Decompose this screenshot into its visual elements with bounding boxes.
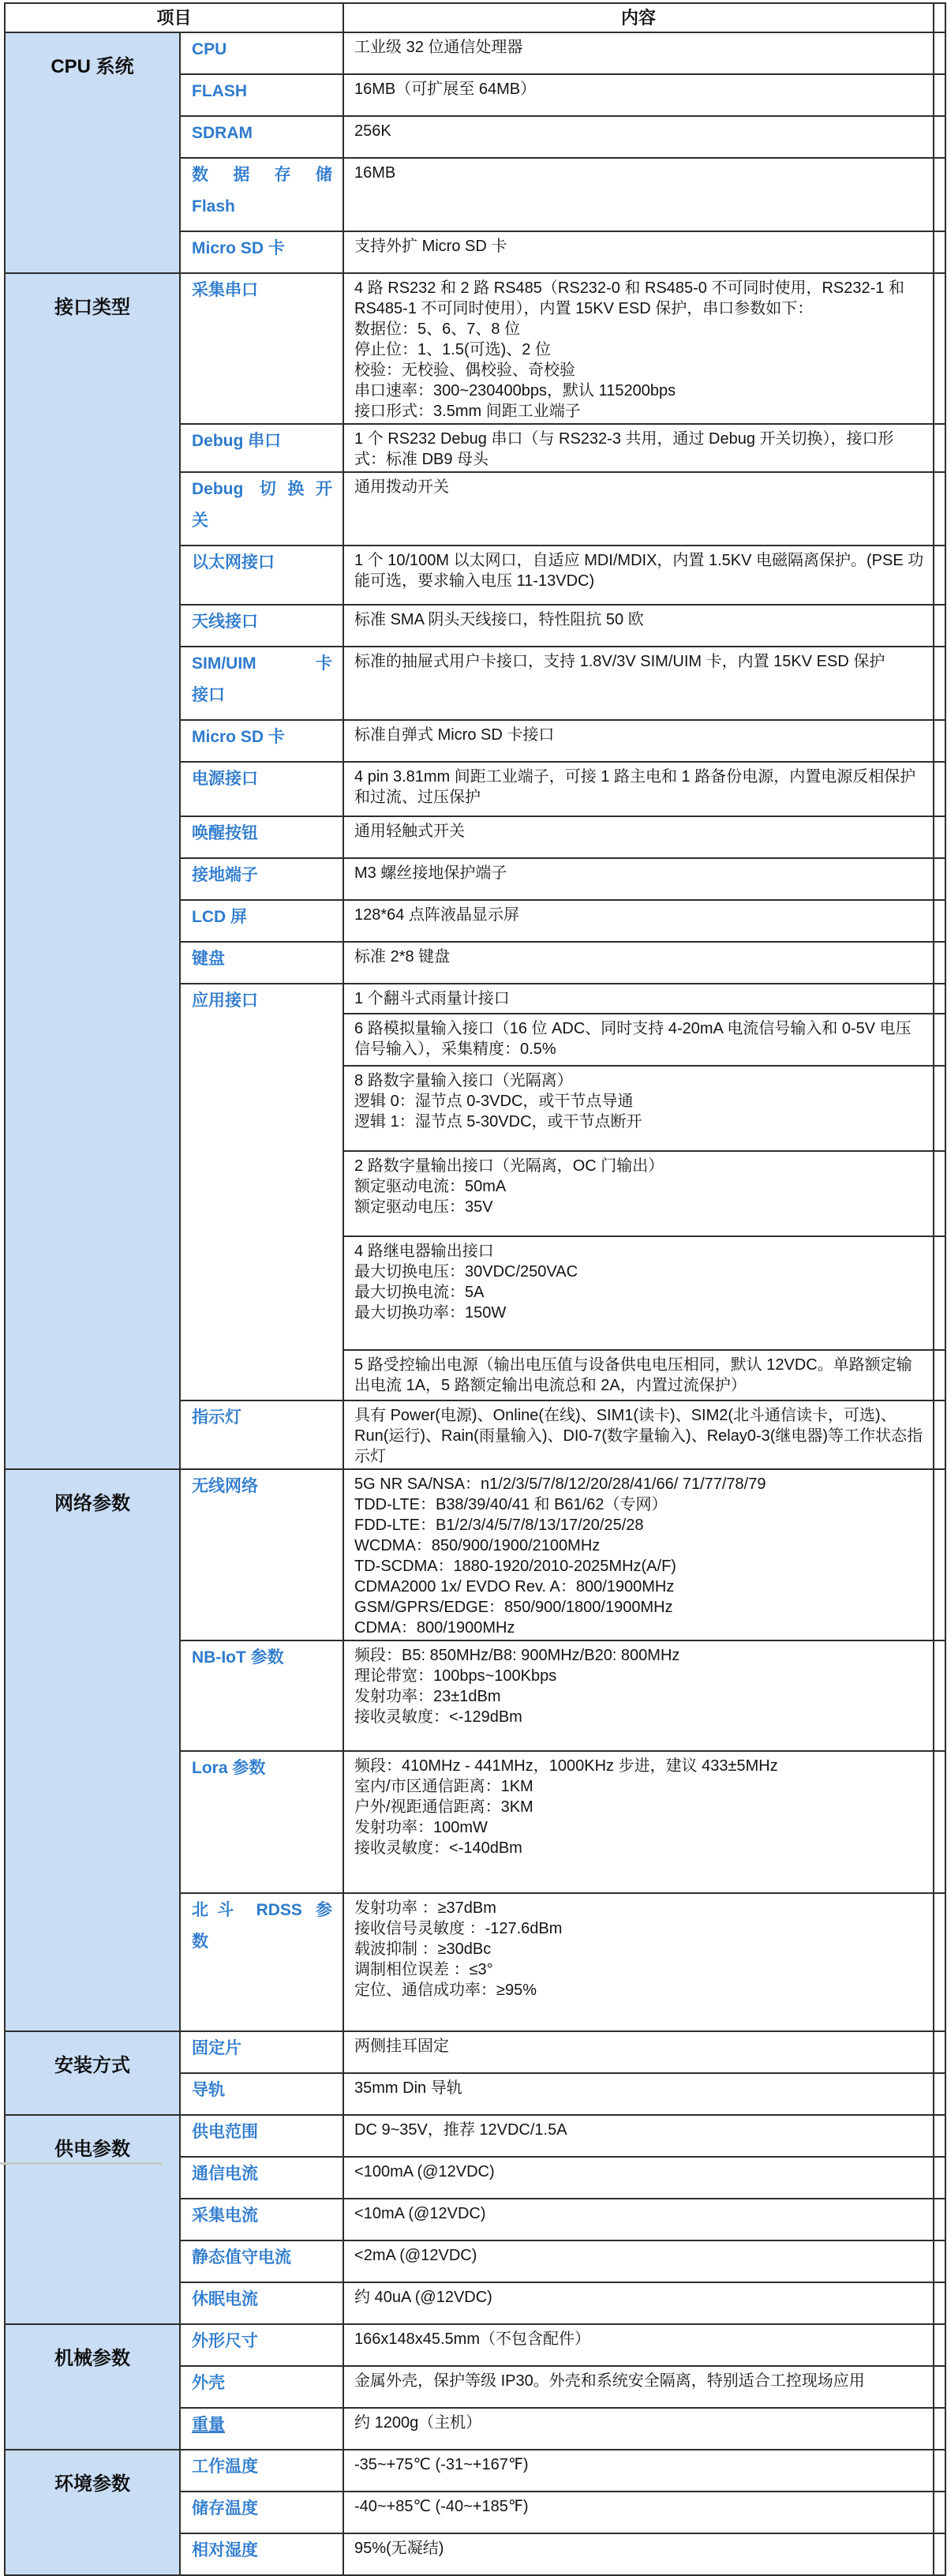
edge-spacer <box>934 2240 945 2282</box>
category-cell-environment: 环境参数 <box>5 2450 180 2575</box>
spec-label: 储存温度 <box>192 2499 258 2518</box>
spec-label-cell <box>180 2157 343 2199</box>
spec-line: 逻辑 1：湿节点 5-30VDC，或干节点断开 <box>354 1113 642 1131</box>
spec-line: 串口速率：300~230400bps，默认 115200bps <box>354 382 676 399</box>
spec-line: 16MB（可扩展至 64MB） <box>354 81 537 98</box>
spec-label: Debug 串口 <box>192 432 282 450</box>
edge-spacer <box>934 2450 945 2492</box>
spec-line: 最大切换电流：5A <box>354 1284 485 1301</box>
spec-label-cell <box>180 158 343 231</box>
spec-value-cell <box>343 1350 934 1400</box>
spec-line: 标准 2*8 键盘 <box>354 948 451 966</box>
spec-table <box>4 2 946 2576</box>
header-content-cell: 内容 <box>343 3 934 32</box>
edge-spacer <box>934 1151 945 1236</box>
edge-spacer <box>934 984 945 1014</box>
spec-label: CPU <box>192 40 227 58</box>
edge-spacer <box>934 424 945 472</box>
edge-spacer <box>934 231 945 273</box>
spec-line: 频段：410MHz - 441MHz，1000KHz 步进，建议 433±5MHz <box>354 1757 778 1775</box>
spec-line: 接口形式：3.5mm 间距工业端子 <box>354 403 581 420</box>
spec-label: 采集电流 <box>192 2207 258 2225</box>
category-cell-mechanical: 机械参数 <box>5 2324 180 2450</box>
spec-value-cell <box>343 858 934 900</box>
spec-label: Flash <box>192 197 235 216</box>
spec-label-cell <box>180 1400 343 1469</box>
edge-spacer <box>934 2073 945 2115</box>
spec-label-cell <box>180 424 343 472</box>
spec-label-cell <box>180 647 343 720</box>
edge-spacer <box>934 900 945 942</box>
spec-label: 供电范围 <box>192 2123 258 2141</box>
spec-value-cell <box>343 720 934 762</box>
edge-spacer <box>934 2366 945 2408</box>
spec-line: 逻辑 0：湿节点 0-3VDC，或干节点导通 <box>354 1093 634 1110</box>
table-row <box>5 2115 945 2157</box>
spec-line: 发射功率：100mW <box>354 1819 488 1836</box>
spec-label-cell <box>180 74 343 116</box>
category-cell-interfaces: 接口类型 <box>5 273 180 1469</box>
edge-spacer <box>934 942 945 984</box>
spec-value-cell <box>343 32 934 74</box>
edge-spacer <box>934 1893 945 2031</box>
spec-label: SIM/UIM 卡 <box>192 654 333 673</box>
spec-line: 8 路数字量输入接口（光隔离） <box>354 1072 573 1089</box>
spec-label: 键盘 <box>192 950 225 968</box>
spec-value-cell <box>343 2533 934 2575</box>
edge-spacer <box>934 1469 945 1640</box>
edge-spacer <box>934 158 945 231</box>
edge-spacer <box>934 1400 945 1469</box>
edge-spacer <box>934 2533 945 2575</box>
spec-label: 天线接口 <box>192 613 258 631</box>
spec-value-cell <box>343 472 934 546</box>
spec-value-cell <box>343 2115 934 2157</box>
spec-line: 接收灵敏度：<-129dBm <box>354 1708 522 1726</box>
spec-label-cell <box>180 2492 343 2533</box>
edge-spacer <box>934 472 945 546</box>
spec-label-cell <box>180 2073 343 2115</box>
edge-spacer <box>934 2157 945 2199</box>
spec-value-cell <box>343 2199 934 2240</box>
spec-label: 接口 <box>192 686 225 704</box>
spec-value-cell <box>343 1236 934 1350</box>
category-cell-mounting: 安装方式 <box>5 2031 180 2115</box>
spec-line: FDD-LTE：B1/2/3/4/5/7/8/13/17/20/25/28 <box>354 1517 644 1534</box>
table-header-row <box>5 3 945 32</box>
spec-label: 电源接口 <box>192 770 258 788</box>
spec-label: Micro SD 卡 <box>192 728 285 746</box>
spec-line: 接收灵敏度：<-140dBm <box>354 1839 522 1857</box>
spec-line: 标准 SMA 阴头天线接口，特性阻抗 50 欧 <box>354 611 644 628</box>
spec-value-cell <box>343 273 934 424</box>
spec-line: WCDMA：850/900/1900/2100MHz <box>354 1537 601 1554</box>
spec-value-cell <box>343 231 934 273</box>
spec-value-cell <box>343 116 934 158</box>
spec-value-cell <box>343 647 934 720</box>
edge-spacer <box>934 3 945 32</box>
table-row <box>5 2450 945 2492</box>
spec-value-cell <box>343 2324 934 2366</box>
spec-value-cell <box>343 2492 934 2533</box>
spec-label: SDRAM <box>192 124 253 142</box>
spec-line: 户外/视距通信距离：3KM <box>354 1798 533 1816</box>
edge-spacer <box>934 273 945 424</box>
spec-line: 5G NR SA/NSA：n1/2/3/5/7/8/12/20/28/41/66/ 71/77/78/79 <box>354 1475 766 1493</box>
spec-value-cell <box>343 1151 934 1236</box>
category-cell-power: 供电参数 <box>5 2115 180 2324</box>
spec-line: 通用拨动开关 <box>354 478 450 496</box>
spec-line: 载波抑制 ：≥30dBc <box>354 1940 492 1958</box>
edge-spacer <box>934 116 945 158</box>
spec-label: 无线网络 <box>192 1477 258 1495</box>
spec-line: 4 路 RS232 和 2 路 RS485（RS232-0 和 RS485-0 不可同时使用，RS232-1 和 RS485-1 不可同时使用），内置 15KV ESD 保护，串口参数如下： <box>354 279 904 317</box>
spec-label: 数据存储 <box>192 166 333 184</box>
edge-spacer <box>934 762 945 816</box>
edge-spacer <box>934 2492 945 2533</box>
spec-label: Micro SD 卡 <box>192 239 285 257</box>
spec-label-cell <box>180 942 343 984</box>
spec-line: 6 路模拟量输入接口（16 位 ADC、同时支持 4-20mA 电流信号输入和 0-5V 电压信号输入），采集精度：0.5% <box>354 1020 911 1058</box>
spec-value-cell <box>343 1014 934 1066</box>
spec-value-cell <box>343 1751 934 1893</box>
spec-line: 166x148x45.5mm（不包含配件） <box>354 2330 590 2348</box>
table-row <box>5 32 945 74</box>
spec-value-cell <box>343 1400 934 1469</box>
table-row <box>5 273 945 424</box>
spec-line: 1 个 10/100M 以太网口，自适应 MDI/MDIX，内置 1.5KV 电磁隔离保护。(PSE 功能可选，要求输入电压 11-13VDC) <box>354 552 924 590</box>
spec-line: 调制相位误差 ：≤3° <box>354 1961 493 1978</box>
spec-value-cell <box>343 546 934 605</box>
spec-label-cell <box>180 2366 343 2408</box>
spec-value-cell <box>343 816 934 858</box>
spec-value-cell <box>343 2031 934 2073</box>
spec-label: 接地端子 <box>192 866 258 884</box>
spec-label: 唤醒按钮 <box>192 824 258 842</box>
spec-value-cell <box>343 1066 934 1151</box>
edge-spacer <box>934 1751 945 1893</box>
spec-label-cell <box>180 984 343 1400</box>
spec-label: 固定片 <box>192 2039 241 2057</box>
spec-label-cell <box>180 720 343 762</box>
spec-line: 95%(无凝结) <box>354 2540 444 2557</box>
edge-spacer <box>934 74 945 116</box>
spec-line: 4 pin 3.81mm 间距工业端子，可接 1 路主电和 1 路备份电源，内置电源反相保护和过流、过压保护 <box>354 768 916 806</box>
spec-label: 指示灯 <box>192 1408 241 1427</box>
spec-line: 室内/市区通信距离：1KM <box>354 1778 533 1795</box>
spec-line: 约 40uA (@12VDC) <box>354 2289 492 2306</box>
spec-line: 1 个 RS232 Debug 串口（与 RS232-3 共用，通过 Debug 开关切换），接口形式：标准 DB9 母头 <box>354 430 894 468</box>
spec-value-cell <box>343 984 934 1014</box>
edge-spacer <box>934 1066 945 1151</box>
spec-value-cell <box>343 2366 934 2408</box>
spec-line: 支持外扩 Micro SD 卡 <box>354 238 507 255</box>
spec-label-cell <box>180 472 343 546</box>
spec-line: 4 路继电器输出接口 <box>354 1243 494 1260</box>
spec-value-cell <box>343 900 934 942</box>
spec-label-cell <box>180 816 343 858</box>
spec-value-cell <box>343 158 934 231</box>
spec-label: FLASH <box>192 82 247 100</box>
spec-label-cell <box>180 2324 343 2366</box>
edge-spacer <box>934 2199 945 2240</box>
spec-label-cell <box>180 1469 343 1640</box>
spec-line: 定位、通信成功率：≥95% <box>354 1982 537 1999</box>
spec-label: 关 <box>192 512 208 530</box>
spec-value-cell <box>343 2282 934 2324</box>
spec-line: <100mA (@12VDC) <box>354 2163 495 2180</box>
spec-line: 理论带宽：100bps~100Kbps <box>354 1667 557 1685</box>
spec-line: 两侧挂耳固定 <box>354 2038 450 2055</box>
spec-label: 采集串口 <box>192 281 258 299</box>
spec-line: 接收信号灵敏度 ：-127.6dBm <box>354 1920 563 1937</box>
spec-line: 工业级 32 位通信处理器 <box>354 39 523 56</box>
spec-line: 额定驱动电压：35V <box>354 1198 493 1216</box>
spec-label-cell <box>180 2282 343 2324</box>
spec-line: 1 个翻斗式雨量计接口 <box>354 990 510 1007</box>
spec-line: 发射功率 ：≥37dBm <box>354 1899 496 1917</box>
spec-line: 频段：B5: 850MHz/B8: 900MHz/B20: 800MHz <box>354 1647 680 1664</box>
spec-line: CDMA2000 1x/ EVDO Rev. A：800/1900MHz <box>354 1578 675 1595</box>
spec-value-cell <box>343 2240 934 2282</box>
spec-line: 发射功率：23±1dBm <box>354 1688 501 1705</box>
spec-label-cell <box>180 273 343 424</box>
spec-label-cell <box>180 1751 343 1893</box>
spec-label: 北斗 RDSS 参 <box>192 1901 333 1919</box>
spec-line: DC 9~35V，推荐 12VDC/1.5A <box>354 2121 567 2139</box>
spec-line: 256K <box>354 122 391 140</box>
edge-spacer <box>934 1640 945 1751</box>
spec-line: 最大切换功率：150W <box>354 1304 507 1322</box>
page-footer-line <box>0 2162 163 2165</box>
edge-spacer <box>934 2324 945 2366</box>
spec-value-cell <box>343 74 934 116</box>
spec-line: 标准自弹式 Micro SD 卡接口 <box>354 726 555 744</box>
spec-label: 外形尺寸 <box>192 2332 258 2350</box>
spec-label-cell <box>180 2115 343 2157</box>
spec-label: 重量 <box>192 2416 225 2434</box>
spec-label-cell <box>180 2240 343 2282</box>
spec-label: Debug 切换开 <box>192 480 333 498</box>
spec-line: 128*64 点阵液晶显示屏 <box>354 906 519 924</box>
spec-value-cell <box>343 942 934 984</box>
table-row <box>5 2324 945 2366</box>
edge-spacer <box>934 720 945 762</box>
spec-label-cell <box>180 231 343 273</box>
edge-spacer <box>934 1014 945 1066</box>
spec-line: 5 路受控输出电源（输出电压值与设备供电电压相同，默认 12VDC。单路额定输出电流 1A，5 路额定输出电流总和 2A，内置过流保护） <box>354 1356 912 1394</box>
spec-label-cell <box>180 1893 343 2031</box>
spec-label-cell <box>180 32 343 74</box>
edge-spacer <box>934 1350 945 1400</box>
edge-spacer <box>934 816 945 858</box>
spec-label-cell <box>180 546 343 605</box>
spec-label-cell <box>180 2199 343 2240</box>
edge-spacer <box>934 2408 945 2450</box>
spec-line: 停止位：1、1.5(可选)、2 位 <box>354 341 551 358</box>
spec-value-cell <box>343 1893 934 2031</box>
spec-label: 导轨 <box>192 2081 225 2099</box>
spec-label: 应用接口 <box>192 992 258 1010</box>
edge-spacer <box>934 2115 945 2157</box>
edge-spacer <box>934 2282 945 2324</box>
spec-line: 校验：无校验、偶校验、奇校验 <box>354 362 576 379</box>
spec-label-cell <box>180 1640 343 1751</box>
spec-line: CDMA：800/1900MHz <box>354 1619 515 1637</box>
spec-label: 通信电流 <box>192 2165 258 2183</box>
spec-label-cell <box>180 2408 343 2450</box>
category-cell-network: 网络参数 <box>5 1469 180 2031</box>
spec-value-cell <box>343 2157 934 2199</box>
spec-label-cell <box>180 858 343 900</box>
spec-line: TDD-LTE：B38/39/40/41 和 B61/62（专网） <box>354 1496 668 1513</box>
spec-label: 数 <box>192 1933 208 1951</box>
spec-label-cell <box>180 605 343 647</box>
spec-sheet-page <box>0 2 947 2559</box>
header-item-cell: 项目 <box>5 3 343 32</box>
spec-value-cell <box>343 762 934 816</box>
edge-spacer <box>934 647 945 720</box>
table-row <box>5 1469 945 1640</box>
table-row <box>5 2031 945 2073</box>
spec-value-cell <box>343 424 934 472</box>
spec-label-cell <box>180 2450 343 2492</box>
spec-line: -40~+85℃ (-40~+185℉) <box>354 2498 529 2515</box>
spec-line: M3 螺丝接地保护端子 <box>354 864 507 882</box>
spec-line: 最大切换电压：30VDC/250VAC <box>354 1263 578 1281</box>
spec-line: 约 1200g（主机） <box>354 2414 482 2432</box>
spec-line: GSM/GPRS/EDGE：850/900/1800/1900MHz <box>354 1599 673 1616</box>
spec-label: 工作温度 <box>192 2458 258 2476</box>
spec-line: 额定驱动电流：50mA <box>354 1178 507 1195</box>
spec-value-cell <box>343 1469 934 1640</box>
edge-spacer <box>934 2031 945 2073</box>
spec-label: 相对湿度 <box>192 2541 258 2559</box>
spec-label: 以太网接口 <box>192 553 275 572</box>
edge-spacer <box>934 1236 945 1350</box>
spec-label: NB-IoT 参数 <box>192 1648 284 1667</box>
spec-line: 具有 Power(电源)、Online(在线)、SIM1(读卡)、SIM2(北斗通信读卡，可选)、Run(运行)、Rain(雨量输入)、DI0-7(数字量输入)、Relay0-3(继电器)等工作状态指示灯 <box>354 1407 923 1465</box>
spec-label-cell <box>180 2533 343 2575</box>
edge-spacer <box>934 858 945 900</box>
edge-spacer <box>934 605 945 647</box>
spec-value-cell <box>343 2450 934 2492</box>
spec-label: 外壳 <box>192 2374 225 2392</box>
spec-line: 通用轻触式开关 <box>354 823 466 840</box>
spec-line: 35mm Din 导轨 <box>354 2079 462 2097</box>
spec-value-cell <box>343 2408 934 2450</box>
spec-label-cell <box>180 116 343 158</box>
spec-line: 16MB <box>354 164 396 182</box>
spec-value-cell <box>343 605 934 647</box>
edge-spacer <box>934 32 945 74</box>
spec-value-cell <box>343 2073 934 2115</box>
spec-label-cell <box>180 2031 343 2073</box>
spec-label: LCD 屏 <box>192 908 247 926</box>
spec-label: Lora 参数 <box>192 1759 266 1777</box>
spec-label-cell <box>180 900 343 942</box>
spec-value-cell <box>343 1640 934 1751</box>
spec-label: 休眠电流 <box>192 2290 258 2308</box>
edge-spacer <box>934 546 945 605</box>
spec-label-cell <box>180 762 343 816</box>
spec-line: 数据位：5、6、7、8 位 <box>354 321 521 338</box>
spec-line: <10mA (@12VDC) <box>354 2205 486 2222</box>
spec-line: <2mA (@12VDC) <box>354 2247 477 2264</box>
spec-line: 2 路数字量输出接口（光隔离，OC 门输出） <box>354 1157 664 1175</box>
spec-line: 金属外壳，保护等级 IP30。外壳和系统安全隔离，特别适合工控现场应用 <box>354 2372 865 2390</box>
spec-line: 标准的抽屉式用户卡接口，支持 1.8V/3V SIM/UIM 卡，内置 15KV ESD 保护 <box>354 653 885 670</box>
spec-line: -35~+75℃ (-31~+167℉) <box>354 2456 529 2473</box>
spec-line: TD-SCDMA：1880-1920/2010-2025MHz(A/F) <box>354 1558 676 1575</box>
spec-label: 静态值守电流 <box>192 2248 291 2267</box>
category-cell-cpu: CPU 系统 <box>5 32 180 273</box>
